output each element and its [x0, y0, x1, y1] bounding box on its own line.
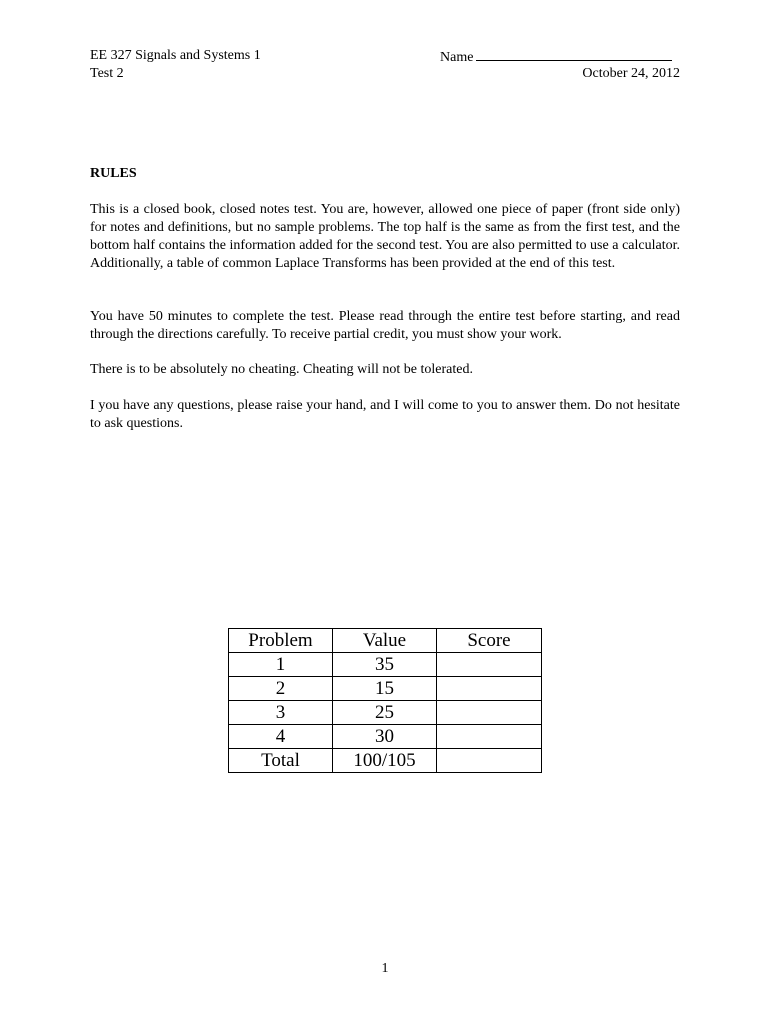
total-value-cell: 100/105	[333, 749, 437, 773]
name-field	[440, 47, 672, 67]
test-number: Test 2	[90, 66, 124, 81]
course-title: EE 327 Signals and Systems 1	[90, 48, 261, 63]
value-cell: 15	[333, 677, 437, 701]
column-header-problem: Problem	[229, 629, 333, 653]
rules-heading: RULES	[90, 166, 137, 181]
score-cell	[437, 653, 542, 677]
table-row	[229, 653, 542, 677]
rules-paragraph: This is a closed book, closed notes test. You are, however, allowed one piece of paper (front side only) for notes and definitions, but no sample problems. The top half is the same as from the first test, and the bottom half contains the information added for the second test. You are also permitted to use a calculator. Additionally, a table of common Laplace Transforms has been provided at the end of this test.	[90, 202, 680, 271]
rules-paragraph: You have 50 minutes to complete the test. Please read through the entire test before starting, and read through the directions carefully. To receive partial credit, you must show your work.	[90, 309, 680, 342]
value-cell: 35	[333, 653, 437, 677]
problem-cell: 3	[229, 701, 333, 725]
table-header-row	[229, 629, 542, 653]
total-score-cell	[437, 749, 542, 773]
column-header-score: Score	[437, 629, 542, 653]
page-number: 1	[381, 961, 389, 976]
problem-cell: 1	[229, 653, 333, 677]
column-header-value: Value	[333, 629, 437, 653]
rules-paragraph: I you have any questions, please raise your hand, and I will come to you to answer them. Do not hesitate to ask questions.	[90, 398, 680, 431]
table-row	[229, 701, 542, 725]
score-table	[228, 628, 542, 773]
exam-date: October 24, 2012	[582, 66, 680, 81]
problem-cell: 2	[229, 677, 333, 701]
score-cell	[437, 677, 542, 701]
problem-cell: 4	[229, 725, 333, 749]
value-cell: 25	[333, 701, 437, 725]
name-label: Name	[440, 50, 474, 65]
score-cell	[437, 701, 542, 725]
name-blank-line	[476, 47, 672, 61]
value-cell: 30	[333, 725, 437, 749]
table-row	[229, 725, 542, 749]
table-total-row	[229, 749, 542, 773]
total-label-cell: Total	[229, 749, 333, 773]
rules-paragraph: There is to be absolutely no cheating. Cheating will not be tolerated.	[90, 362, 473, 377]
score-cell	[437, 725, 542, 749]
table-row	[229, 677, 542, 701]
